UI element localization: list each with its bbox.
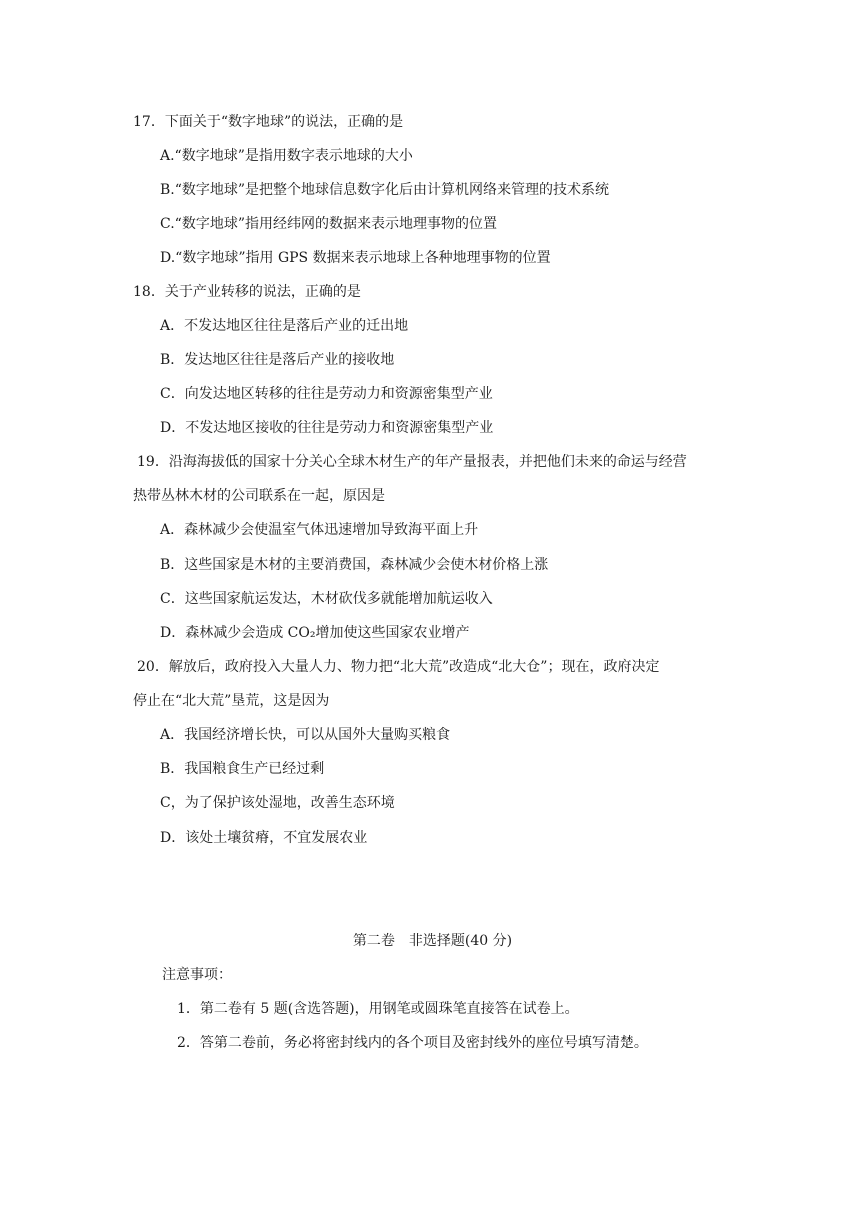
question-18-option-a: A．不发达地区往往是落后产业的迁出地	[160, 318, 409, 334]
question-17-option-a: A.“数字地球”是指用数字表示地球的大小	[160, 148, 413, 164]
question-20-option-a: A．我国经济增长快，可以从国外大量购买粮食	[160, 727, 451, 743]
section-2-title: 第二卷 非选择题(40 分)	[352, 933, 513, 949]
question-19-option-d: D．森林减少会造成 CO₂增加使这些国家农业增产	[160, 625, 470, 641]
question-18-stem: 18．关于产业转移的说法，正确的是	[133, 284, 361, 300]
question-19-option-a: A．森林减少会使温室气体迅速增加导致海平面上升	[160, 522, 479, 538]
question-17-option-d: D.“数字地球”指用 GPS 数据来表示地球上各种地理事物的位置	[160, 250, 551, 266]
question-20-stem-line1: 20．解放后，政府投入大量人力、物力把“北大荒”改造成“北大仓”；现在，政府决定	[137, 659, 660, 675]
question-20-option-d: D．该处土壤贫瘠，不宜发展农业	[160, 830, 368, 846]
question-20-option-c: C，为了保护该处湿地，改善生态环境	[160, 795, 395, 811]
question-19-option-b: B．这些国家是木材的主要消费国，森林减少会使木材价格上涨	[160, 557, 549, 573]
question-18-option-b: B．发达地区往往是落后产业的接收地	[160, 352, 395, 368]
question-20-stem-line2: 停止在“北大荒”垦荒，这是因为	[133, 693, 330, 709]
question-19-stem-line1: 19．沿海海拔低的国家十分关心全球木材生产的年产量报表，并把他们未来的命运与经营	[137, 454, 687, 470]
notes-heading: 注意事项：	[162, 967, 232, 983]
note-item-2: 2．答第二卷前，务必将密封线内的各个项目及密封线外的座位号填写清楚。	[177, 1035, 648, 1051]
question-19-stem-line2: 热带丛林木材的公司联系在一起，原因是	[133, 488, 385, 504]
question-20-option-b: B．我国粮食生产已经过剩	[160, 761, 325, 777]
question-17-option-c: C.“数字地球”指用经纬网的数据来表示地理事物的位置	[160, 216, 497, 232]
question-18-option-d: D．不发达地区接收的往往是劳动力和资源密集型产业	[160, 420, 494, 436]
question-19-option-c: C．这些国家航运发达，木材砍伐多就能增加航运收入	[160, 591, 493, 607]
question-17-option-b: B.“数字地球”是把整个地球信息数字化后由计算机网络来管理的技术系统	[160, 182, 610, 198]
question-18-option-c: C．向发达地区转移的往往是劳动力和资源密集型产业	[160, 386, 493, 402]
note-item-1: 1．第二卷有 5 题(含选答题)，用钢笔或圆珠笔直接答在试卷上。	[177, 1001, 579, 1017]
question-17-stem: 17．下面关于“数字地球”的说法，正确的是	[133, 114, 404, 130]
